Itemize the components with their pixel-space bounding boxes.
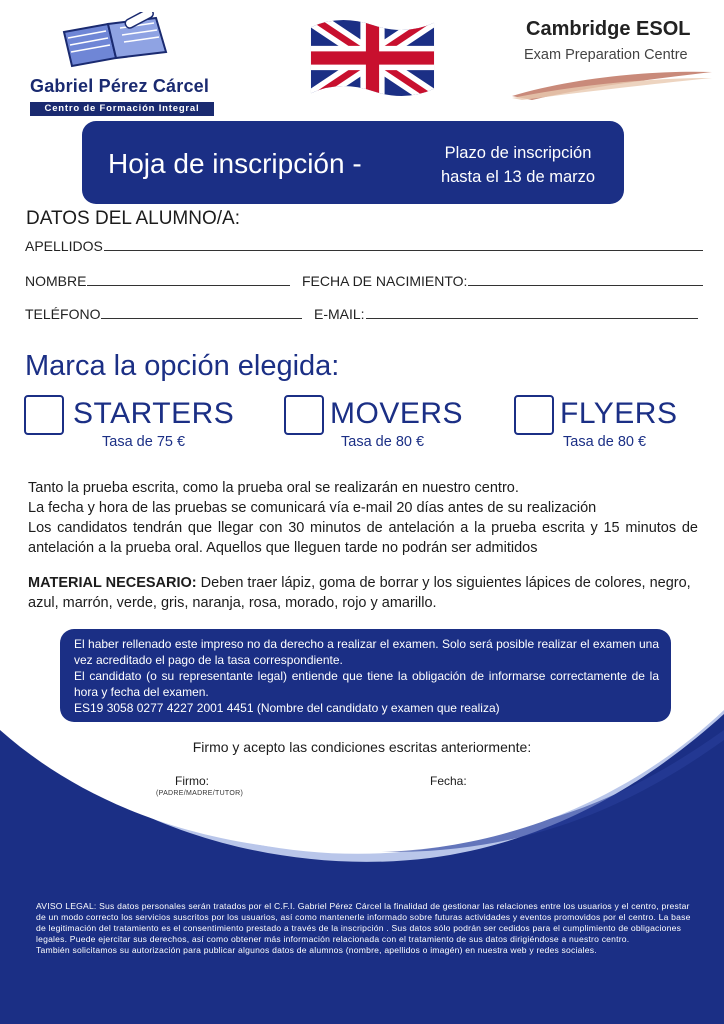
legal-text-1: AVISO LEGAL: Sus datos personales serán tratados por el C.F.I. Gabriel Pérez Cárcel la finalidad de gestionar las relaciones entre los usuarios y el centro, prestar de un modo correcto los servicios suscritos por los usuarios, así como mantenerle informado sobre futuras actividades y eventos promovidos por el centro. La base de legitimación del tratamiento es el consentimiento prestado a través de la inscripción . Sus datos sólo podrán ser cedidos para el cumplimiento de obligaciones legales. Puede ejercitar sus derechos, así como obtener más información relacionada con el tratamiento de sus datos dirigiéndose a nuestro centro. — [36, 901, 691, 944]
starters-checkbox[interactable] — [24, 395, 64, 435]
flyers-label: FLYERS — [560, 397, 678, 430]
deadline-line-1: Plazo de inscripción — [444, 144, 592, 162]
notice-line-1: El haber rellenado este impreso no da derecho a realizar el examen. Solo será posible realizar el examen una vez acreditado el pago de la tasa correspondiente. — [74, 637, 659, 667]
open-book-icon — [58, 12, 178, 72]
starters-fee: Tasa de 75 € — [102, 434, 186, 450]
birthdate-field[interactable] — [302, 273, 703, 289]
legal-text-2: También solicitamos su autorización para publicar algunos datos de alumnos (nombre, apellidos o imagén) en nuestra web y redes sociales. — [36, 945, 597, 955]
surname-label: APELLIDOS — [25, 238, 103, 254]
cambridge-title: Cambridge ESOL — [526, 18, 691, 40]
phone-label: TELÉFONO — [25, 306, 101, 322]
notice-line-2: El candidato (o su representante legal) entiende que tiene la obligación de informarse correctamente de la hora y fecha del examen. — [74, 669, 659, 699]
uk-flag-icon — [305, 14, 440, 102]
flyers-fee: Tasa de 80 € — [563, 434, 647, 450]
school-name: Gabriel Pérez Cárcel — [30, 76, 210, 96]
signature-area-background — [0, 700, 724, 870]
student-data-heading: DATOS DEL ALUMNO/A: — [26, 208, 240, 229]
form-title: Hoja de inscripción - — [108, 148, 362, 179]
surname-field[interactable] — [25, 238, 703, 254]
school-logo — [30, 12, 220, 112]
name-label: NOMBRE — [25, 273, 87, 289]
accept-conditions-text: Firmo y acepto las condiciones escritas anteriormente: — [192, 739, 532, 755]
phone-field[interactable] — [25, 306, 302, 322]
registration-deadline — [428, 141, 608, 189]
exam-info — [28, 478, 698, 558]
movers-checkbox[interactable] — [284, 395, 324, 435]
legal-notice — [36, 901, 700, 956]
movers-label: MOVERS — [330, 397, 464, 430]
starters-label: STARTERS — [73, 397, 235, 430]
school-subtitle: Centro de Formación Integral — [30, 102, 214, 116]
payment-notice — [60, 629, 671, 722]
date-label[interactable]: Fecha: — [430, 774, 467, 788]
movers-fee: Tasa de 80 € — [341, 434, 425, 450]
material-info — [28, 573, 698, 613]
email-label: E-MAIL: — [314, 306, 365, 322]
info-paragraph-2: La fecha y hora de las pruebas se comunicará vía e-mail 20 días antes de su realización — [28, 500, 597, 516]
email-field[interactable] — [314, 306, 698, 322]
cambridge-logo — [512, 16, 712, 100]
material-text: Deben traer lápiz, goma de borrar y los siguientes lápices de colores, negro, azul, marrón, verde, gris, naranja, rosa, morado, rojo y amarillo. — [28, 575, 691, 611]
signature-sublabel: (PADRE/MADRE/TUTOR) — [156, 790, 244, 797]
title-banner — [82, 121, 624, 204]
name-field[interactable] — [25, 273, 290, 289]
birthdate-label: FECHA DE NACIMIENTO: — [302, 273, 468, 289]
deadline-line-2: hasta el 13 de marzo — [440, 168, 596, 186]
swoosh-icon — [512, 68, 712, 100]
notice-iban: ES19 3058 0277 4227 2001 4451 (Nombre del candidato y examen que realiza) — [74, 701, 500, 715]
option-heading: Marca la opción elegida: — [25, 350, 340, 382]
material-label: MATERIAL NECESARIO: — [28, 575, 197, 591]
info-paragraph-1: Tanto la prueba escrita, como la prueba oral se realizarán en nuestro centro. — [28, 480, 519, 496]
info-paragraph-3: Los candidatos tendrán que llegar con 30 minutos de antelación a la prueba escrita y 15 minutos de antelación a la prueba oral. Aquellos que lleguen tarde no podrán ser admitidos — [28, 520, 698, 556]
signature-label[interactable]: Firmo: — [175, 774, 209, 788]
flyers-checkbox[interactable] — [514, 395, 554, 435]
cambridge-subtitle: Exam Preparation Centre — [524, 47, 688, 63]
